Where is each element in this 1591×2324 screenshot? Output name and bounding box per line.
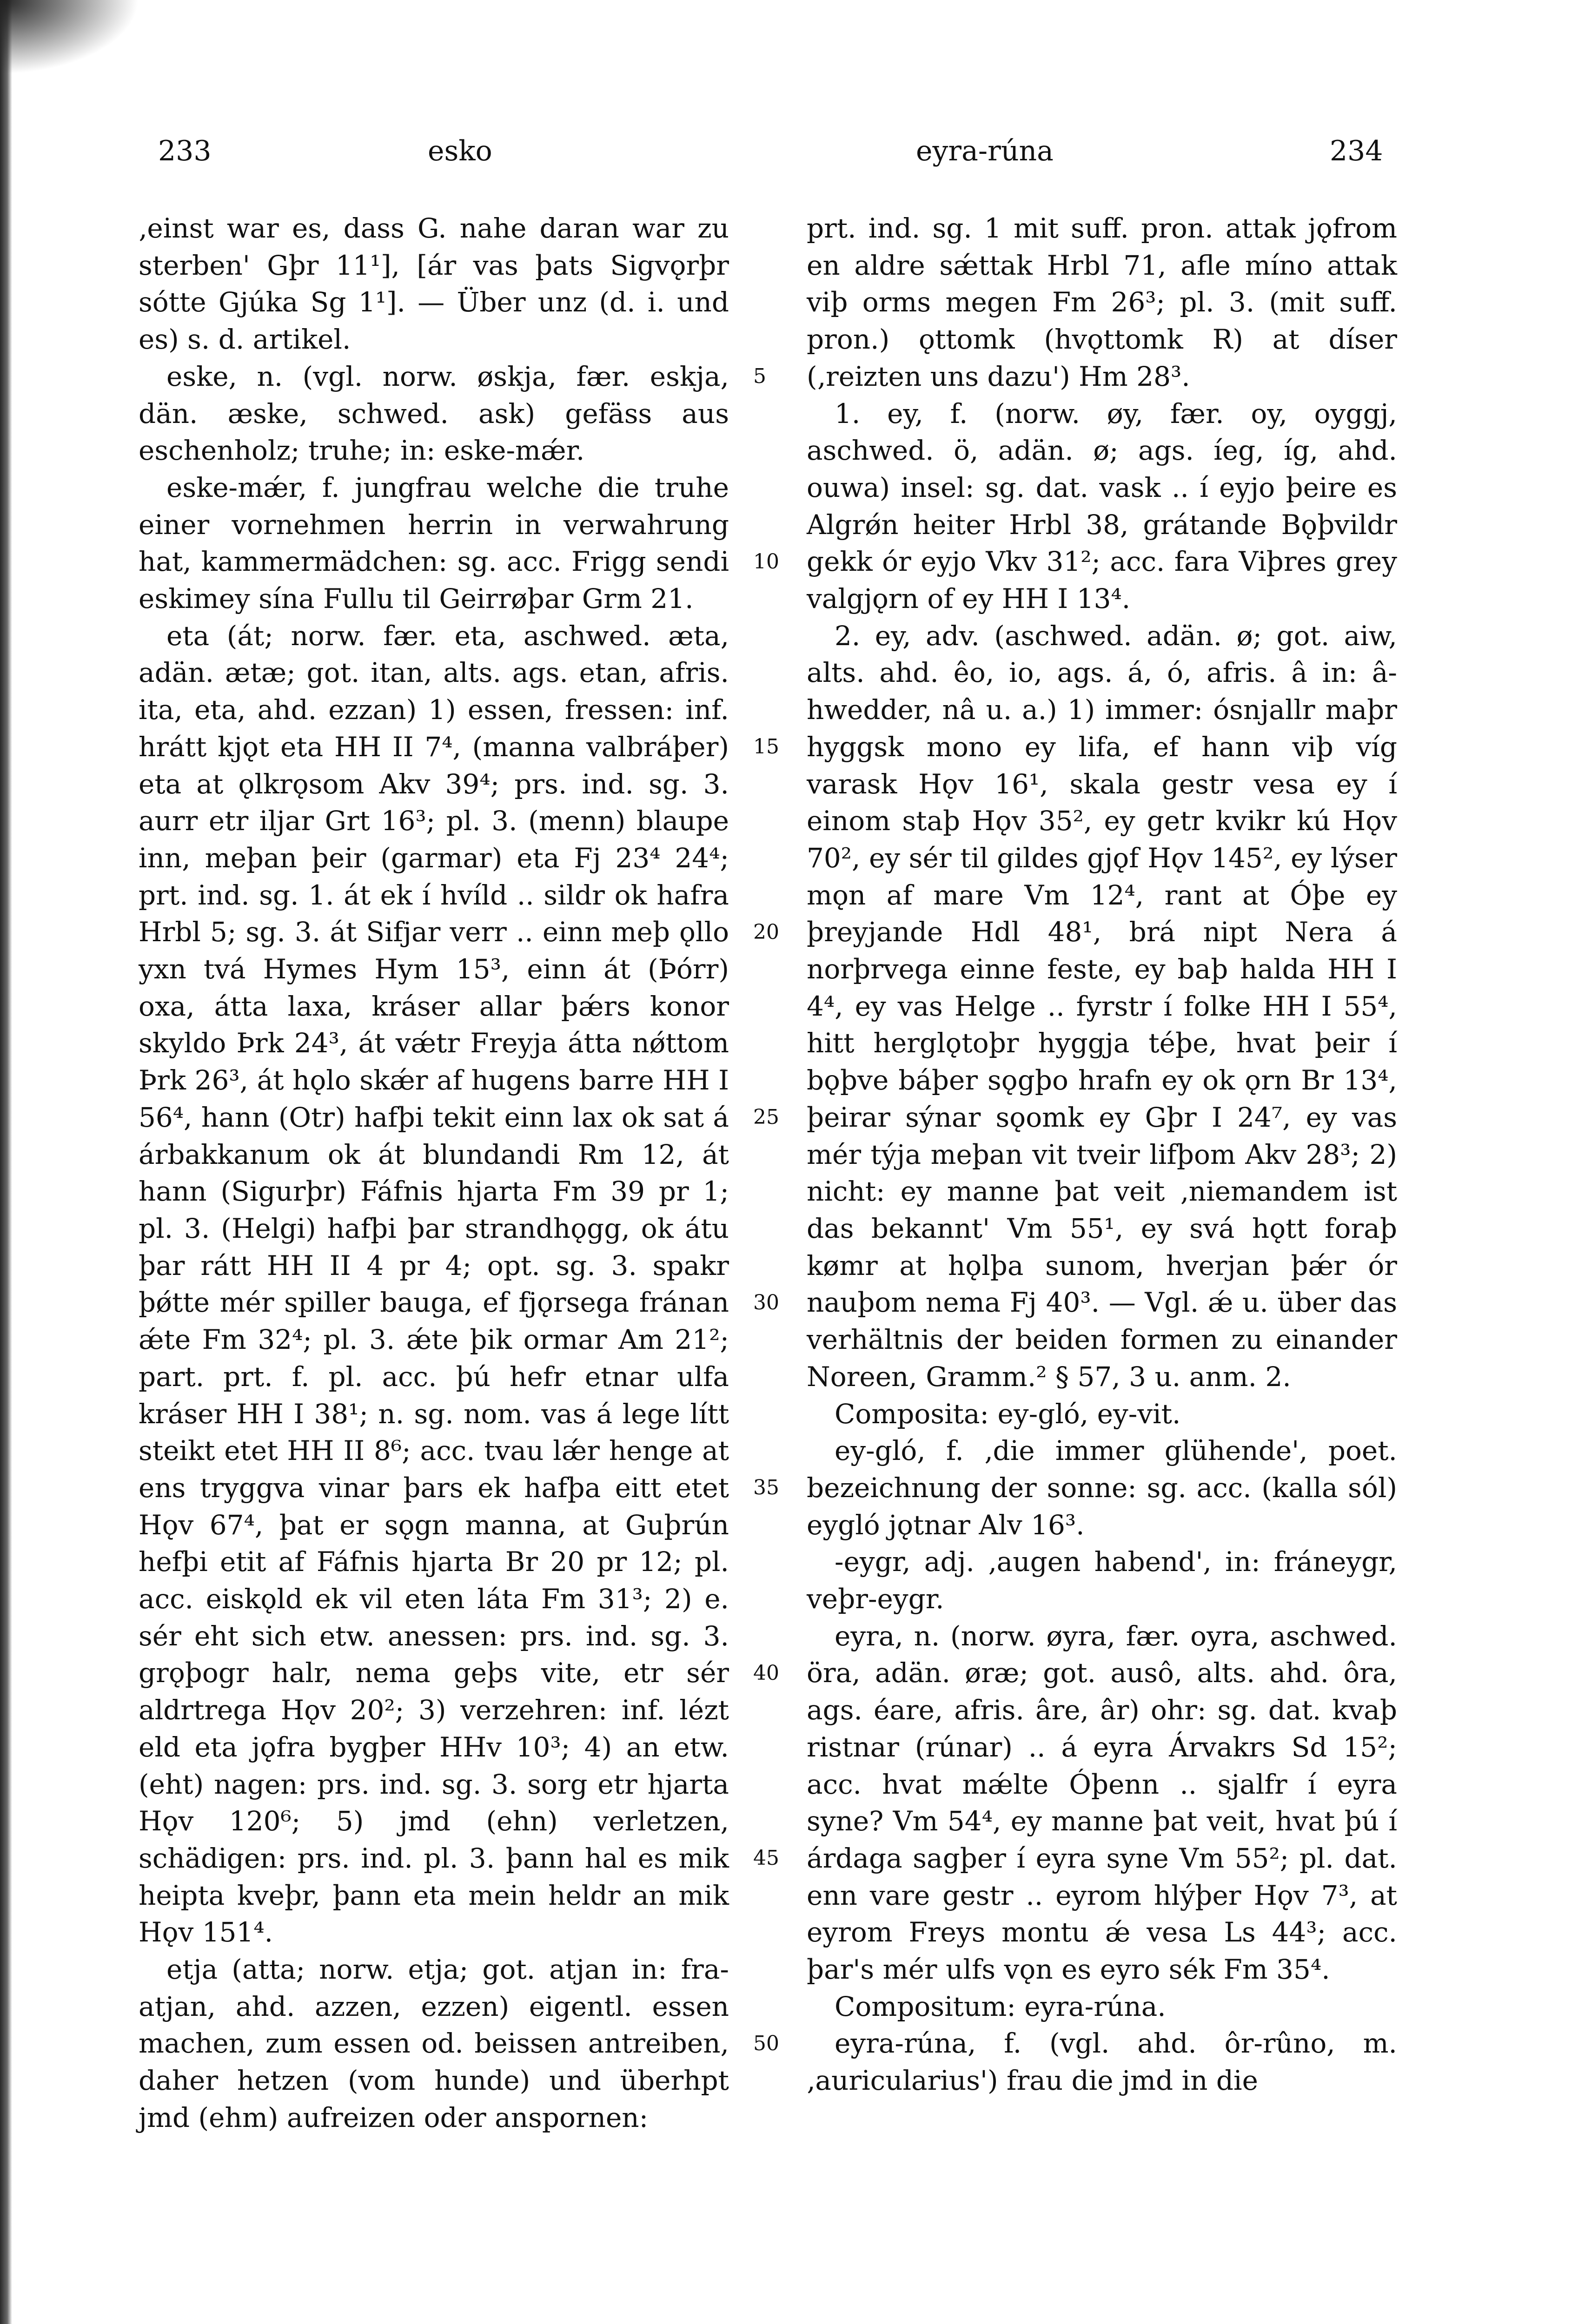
right-column — [807, 210, 1397, 2100]
left-running-head: esko — [428, 135, 492, 167]
entry-composita-ey: Composita: ey-gló, ey-vit. — [835, 1398, 1181, 1430]
line-number: 25 — [753, 1105, 779, 1129]
entry-ey-adverb: 2. ey, adv. (aschwed. adän. ø; got. aiw, alts. ahd. êo, io, ags. á, ó, afris. â in: â-hwedder, nâ u. a.) 1) immer: ósnjallr maþr hyggsk mono ey lifa, ef hann viþ víg varask Hǫv 16¹, skala gestr vesa ey í einom staþ Hǫv 35², ey getr kvikr kú Hǫv 70², ey sér til gildes gjǫf Hǫv 145², ey lýser mǫn af mare Vm 12⁴, rant at Óþe ey þreyjande Hdl 48¹, brá nipt Nera á norþrvega einne feste, ey baþ halda HH I 4⁴, ey vas Helge .. fyrstr í folke HH I 55⁴, hitt herglǫtoþr hyggja téþe, hvat þeir í bǫþve báþer sǫgþo hrafn ey ok ǫrn Br 13⁴, þeirar sýnar sǫomk ey Gþr I 24⁷, ey vas mér týja meþan vit tveir lifþom Akv 28³; 2) nicht: ey manne þat veit ‚niemandem ist das bekannt' Vm 55¹, ey svá hǫtt foraþ kømr at hǫlþa sunom, hverjan þǽr ór nauþom nema Fj 40³. — Vgl. ǽ u. über das verhältnis der beiden formen zu einander Noreen, Gramm.² § 57, 3 u. anm. 2. — [807, 620, 1397, 1393]
entry-eta: eta (át; norw. fær. eta, aschwed. æta, adän. ætæ; got. itan, alts. ags. etan, afris. ita, eta, ahd. ezzan) 1) essen, fressen: inf. hrátt kjǫt eta HH II 7⁴, (manna valbráþer) eta at ǫlkrǫsom Akv 39⁴; prs. ind. sg. 3. aurr etr iljar Grt 16³; pl. 3. (menn) blaupe inn, meþan þeir (garmar) eta Fj 23⁴ 24⁴; prt. ind. sg. 1. át ek í hvíld .. sildr ok hafra Hrbl 5; sg. 3. át Sifjar verr .. einn meþ ǫllo yxn tvá Hymes Hym 15³, einn át (Þórr) oxa, átta laxa, kráser allar þǽrs konor skyldo Þrk 24³, át vǽtr Freyja átta nǿttom Þrk 26³, át hǫlo skǽr af hugens barre HH I 56⁴, hann (Otr) hafþi tekit einn lax ok sat á árbakkanum ok át blundandi Rm 12, át hann (Sigurþr) Fáfnis hjarta Fm 39 pr 1; pl. 3. (Helgi) hafþi þar strandhǫgg, ok átu þar rátt HH II 4 pr 4; opt. sg. 3. spakr þǿtte mér spiller bauga, ef fjǫrsega fránan ǽte Fm 32⁴; pl. 3. ǽte þik ormar Am 21²; part. prt. f. pl. acc. þú hefr etnar ulfa kráser HH I 38¹; n. sg. nom. vas á lege lítt steikt etet HH II 8⁶; acc. tvau lǽr henge at ens tryggva vinar þars ek hafþa eitt etet Hǫv 67⁴, þat er sǫgn manna, at Guþrún hefþi etit af Fáfnis hjarta Br 20 pr 12; pl. acc. eiskǫld ek vil eten láta Fm 31³; 2) e. sér eht sich etw. anessen: prs. ind. sg. 3. grǫþogr halr, nema geþs vite, etr sér aldrtrega Hǫv 20²; 3) verzehren: inf. lézt eld eta jǫfra bygþer HHv 10³; 4) an etw. (eht) nagen: prs. ind. sg. 3. sorg etr hjarta Hǫv 120⁶; 5) jmd (ehn) verletzen, schädigen: prs. ind. pl. 3. þann hal es mik heipta kveþr, þann eta mein heldr an mik Hǫv 151⁴. — [139, 620, 729, 1948]
scan-binding-edge — [0, 0, 12, 2324]
line-number: 40 — [753, 1661, 779, 1685]
entry-continuation-etja: prt. ind. sg. 1 mit suff. pron. attak jǫfrom en aldre sǽttak Hrbl 71, afle míno attak viþ orms megen Fm 26³; pl. 3. (mit suff. pron.) ǫttomk (hvǫttomk R) at díser (‚reizten uns dazu') Hm 28³. — [807, 212, 1397, 392]
entry-eyra-runa: eyra-rúna, f. (vgl. ahd. ôr-rûno, m. ‚auricularius') frau die jmd in die — [807, 2027, 1397, 2097]
line-number: 10 — [753, 550, 779, 574]
line-number: 15 — [753, 735, 779, 759]
line-number: 20 — [753, 920, 779, 944]
line-number: 5 — [753, 364, 766, 388]
entry-eyra: eyra, n. (norw. øyra, fær. oyra, aschwed. öra, adän. øræ; got. ausô, alts. ahd. ôra, ags. éare, afris. âre, âr) ohr: sg. dat. kvaþ ristnar (rúnar) .. á eyra Árvakrs Sd 15²; acc. hvat mǽlte Óþenn .. sjalfr í eyra syne? Vm 54⁴, ey manne þat veit, hvat þú í árdaga sagþer í eyra syne Vm 55²; pl. dat. enn vare gestr .. eyrom hlýþer Hǫv 7³, at eyrom Freys montu ǽ vesa Ls 44³; acc. þar's mér ulfs vǫn es eyro sék Fm 35⁴. — [807, 1620, 1397, 1986]
line-number: 45 — [753, 1846, 779, 1870]
entry-ey-glo: ey-gló, f. ‚die immer glühende', poet. bezeichnung der sonne: sg. acc. (kalla sól) eygló jǫtnar Alv 16³. — [807, 1435, 1397, 1541]
entry-compositum-eyra: Compositum: eyra-rúna. — [835, 1990, 1166, 2022]
left-page-number: 233 — [158, 135, 212, 167]
right-page-number: 234 — [1330, 135, 1383, 167]
scan-corner-smudge — [0, 0, 139, 74]
line-number: 35 — [753, 1476, 779, 1499]
entry-ey-noun: 1. ey, f. (norw. øy, fær. oy, oyggj, aschwed. ö, adän. ø; ags. íeg, íg, ahd. ouwa) insel: sg. dat. vask .. í eyjo þeire es Algrǿn heiter Hrbl 38, grátande Bǫþvildr gekk ór eyjo Vkv 31²; acc. fara Viþres grey valgjǫrn of ey HH I 13⁴. — [807, 397, 1397, 615]
entry-continuation-einst: ‚einst war es, dass G. nahe daran war zu sterben' Gþr 11¹], [ár vas þats Sigvǫrþr sótte Gjúka Sg 1¹]. — Über unz (d. i. und es) s. d. artikel. — [139, 212, 729, 356]
line-number: 30 — [753, 1291, 779, 1314]
entry-eske: eske, n. (vgl. norw. øskja, fær. eskja, dän. æske, schwed. ask) gefäss aus eschenholz; truhe; in: eske-mǽr. — [139, 360, 729, 467]
entry-etja: etja (atta; norw. etja; got. atjan in: fra-atjan, ahd. azzen, ezzen) eigentl. essen machen, zum essen od. beissen antreiben, daher hetzen (vom hunde) und überhpt jmd (ehm) aufreizen oder anspornen: — [139, 1954, 729, 2133]
left-column — [139, 210, 729, 2137]
running-header — [158, 135, 1413, 172]
entry-eske-maer: eske-mǽr, f. jungfrau welche die truhe einer vornehmen herrin in verwahrung hat, kammermädchen: sg. acc. Frigg sendi eskimey sína Fullu til Geirrøþar Grm 21. — [139, 471, 729, 615]
entry-eygr: -eygr, adj. ‚augen habend', in: fráneygr, veþr-eygr. — [807, 1546, 1397, 1615]
line-number: 50 — [753, 2032, 779, 2055]
right-running-head: eyra-rúna — [916, 135, 1054, 167]
